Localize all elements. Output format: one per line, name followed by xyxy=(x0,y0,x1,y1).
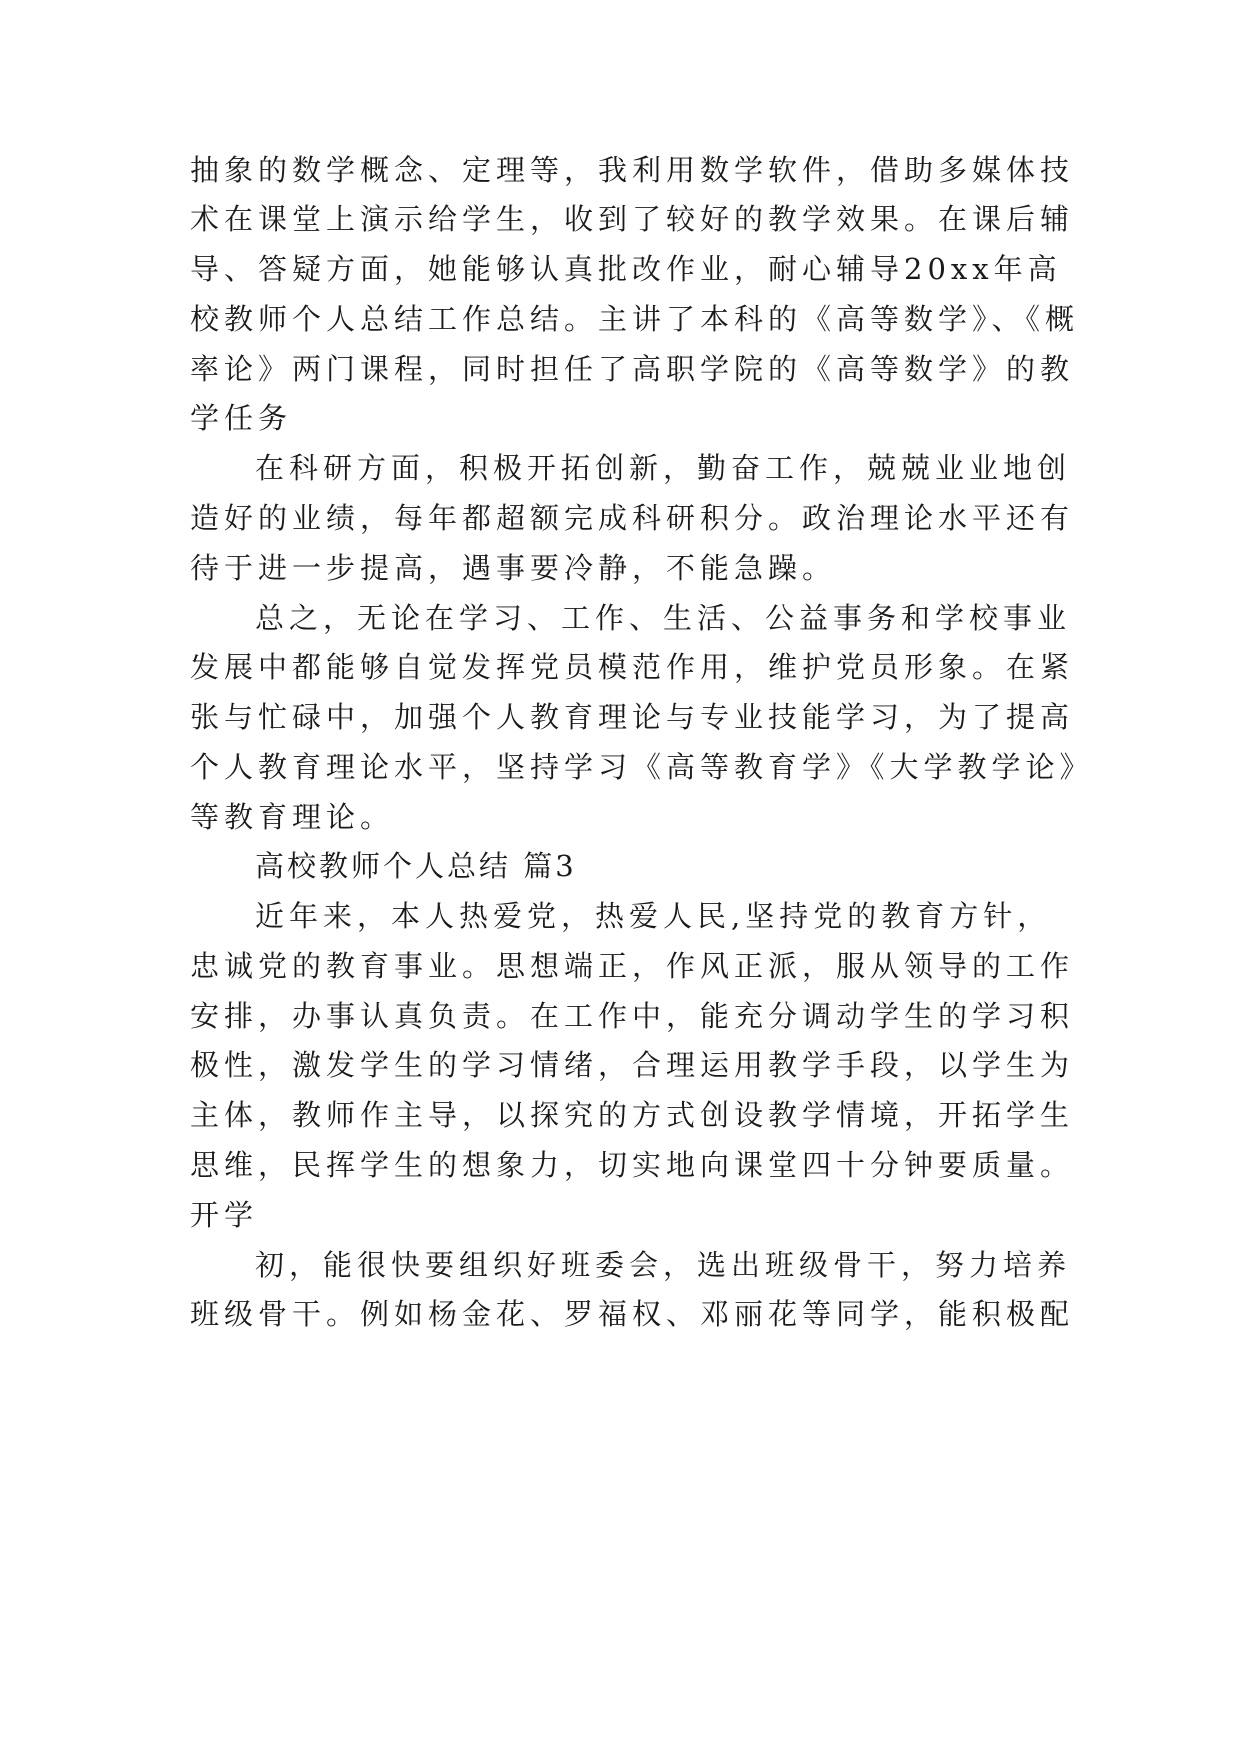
paragraph-first-line: 总之，无论在学习、工作、生活、公益事务和学校事业 xyxy=(255,601,1072,635)
paragraph-line: 抽象的数学概念、定理等，我利用数学软件，借助多媒体技 xyxy=(190,153,1075,187)
paragraph-line: 学任务 xyxy=(190,401,293,435)
paragraph-line: 率论》两门课程，同时担任了高职学院的《高等数学》的教 xyxy=(190,352,1075,386)
paragraph-first-line: 在科研方面，积极开拓创新，勤奋工作，兢兢业业地创 xyxy=(255,451,1072,485)
paragraph-line: 等教育理论。 xyxy=(190,800,395,834)
paragraph-line: 开学 xyxy=(190,1198,259,1232)
paragraph-line: 待于进一步提高，遇事要冷静，不能急躁。 xyxy=(190,551,837,585)
paragraph-first-line: 初，能很快要组织好班委会，选出班级骨干，努力培养 xyxy=(255,1248,1072,1282)
paragraph-line: 术在课堂上演示给学生，收到了较好的教学效果。在课后辅 xyxy=(190,202,1075,236)
paragraph-line: 安排，办事认真负责。在工作中，能充分调动学生的学习积 xyxy=(190,999,1075,1033)
paragraph-line: 张与忙碌中，加强个人教育理论与专业技能学习，为了提高 xyxy=(190,700,1075,734)
section-heading: 高校教师个人总结 篇3 xyxy=(255,849,577,883)
paragraph-line: 思维，民挥学生的想象力，切实地向课堂四十分钟要质量。 xyxy=(190,1148,1075,1182)
paragraph-line: 造好的业绩，每年都超额完成科研积分。政治理论水平还有 xyxy=(190,501,1075,535)
paragraph-line: 极性，激发学生的学习情绪，合理运用教学手段，以学生为 xyxy=(190,1048,1075,1082)
paragraph-line: 班级骨干。例如杨金花、罗福权、邓丽花等同学，能积极配 xyxy=(190,1297,1075,1331)
paragraph-line: 主体，教师作主导，以探究的方式创设教学情境，开拓学生 xyxy=(190,1098,1075,1132)
paragraph-line: 个人教育理论水平，坚持学习《高等教育学》《大学教学论》 xyxy=(190,750,1094,784)
paragraph-line: 发展中都能够自觉发挥党员模范作用，维护党员形象。在紧 xyxy=(190,650,1075,684)
paragraph-line: 导、答疑方面，她能够认真批改作业，耐心辅导20xx年高 xyxy=(190,252,1062,286)
paragraph-first-line: 近年来，本人热爱党，热爱人民,坚持党的教育方针， xyxy=(255,899,1052,933)
paragraph-line: 校教师个人总结工作总结。主讲了本科的《高等数学》、《概 xyxy=(190,302,1080,336)
paragraph-line: 忠诚党的教育事业。思想端正，作风正派，服从领导的工作 xyxy=(190,949,1075,983)
